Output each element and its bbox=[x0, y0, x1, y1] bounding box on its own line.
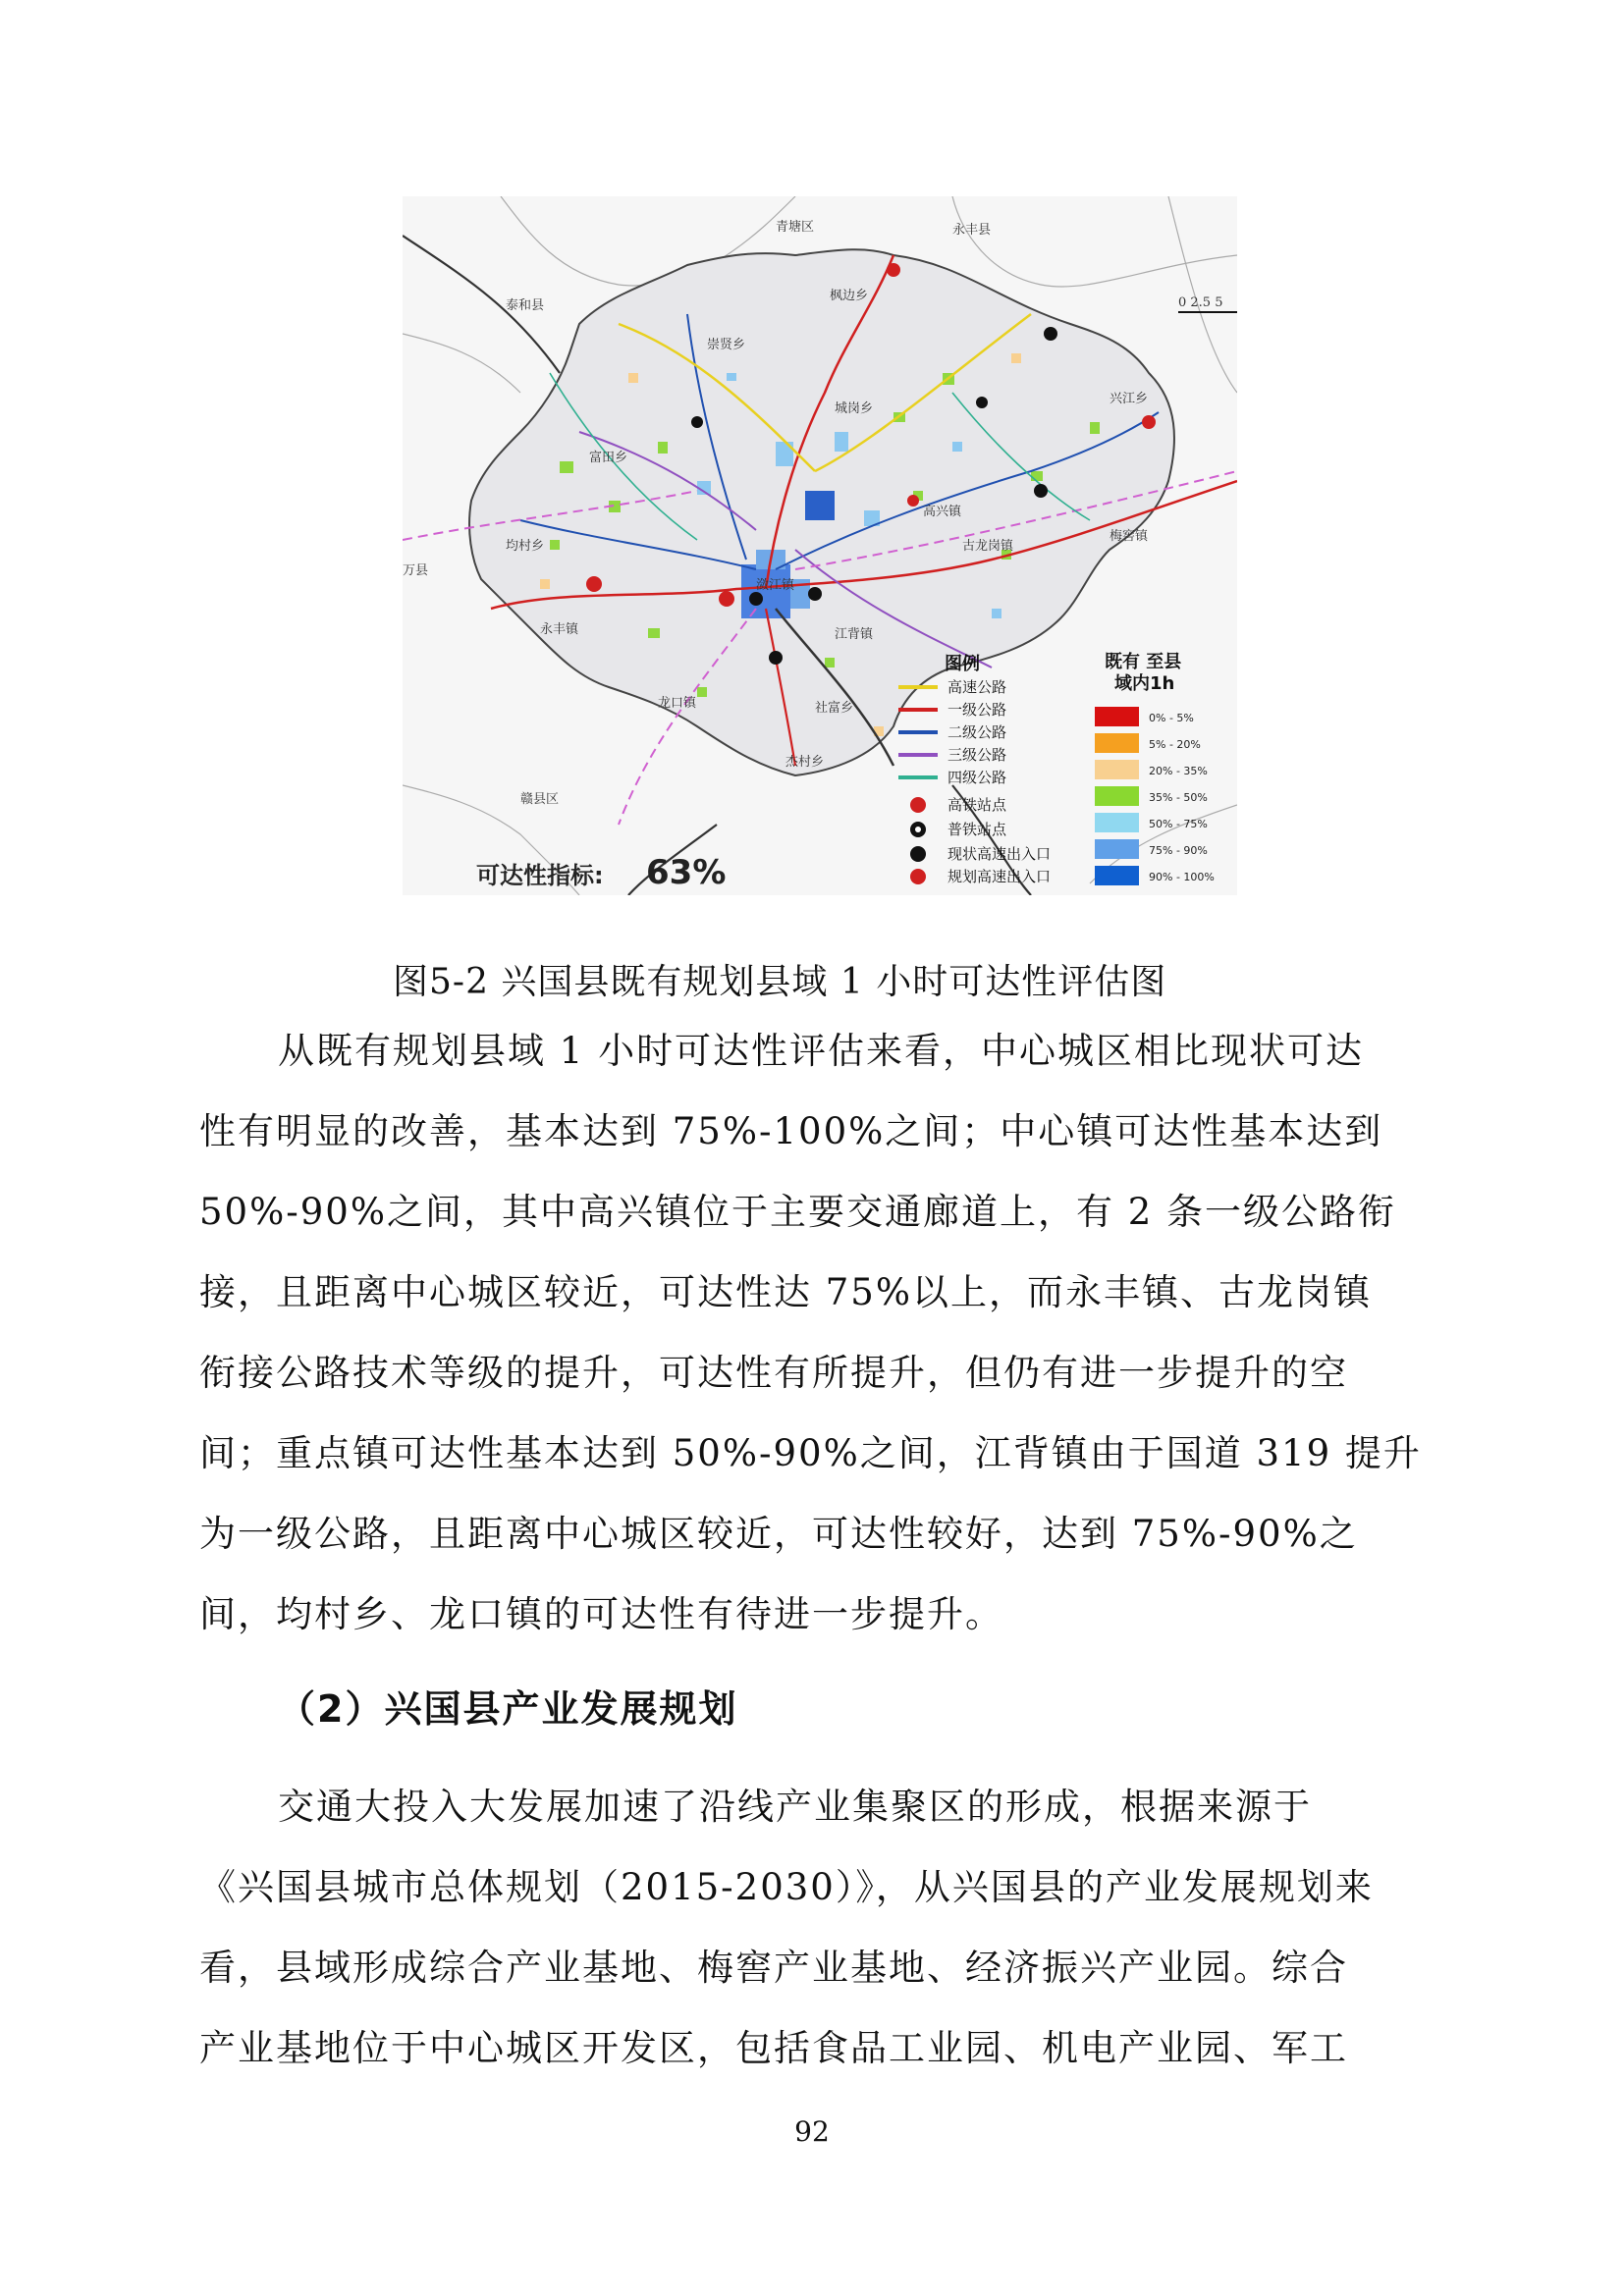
legend-station-label: 高铁站点 bbox=[947, 796, 1007, 814]
svg-text:0 2.5 5: 0 2.5 5 bbox=[1178, 295, 1223, 310]
township-label: 枫边乡 bbox=[830, 289, 869, 303]
paragraph-line: 50%-90%之间，其中高兴镇位于主要交通廊道上，有 2 条一级公路衔 bbox=[199, 1191, 1397, 1233]
neighbor-label-west: 泰和县 bbox=[506, 298, 545, 313]
township-label: 富田乡 bbox=[589, 451, 628, 465]
township-label: 古龙岗镇 bbox=[962, 539, 1014, 554]
ramp-swatch-6 bbox=[1095, 839, 1139, 859]
ramp-swatch-3 bbox=[1095, 760, 1139, 779]
neighbor-label-southwest: 赣县区 bbox=[520, 792, 560, 807]
paragraph-line: 为一级公路，且距离中心城区较近，可达性较好，达到 75%-90%之 bbox=[199, 1513, 1358, 1555]
township-label: 高兴镇 bbox=[923, 505, 962, 519]
legend-road-label: 四级公路 bbox=[947, 769, 1007, 786]
page-number: 92 bbox=[794, 2115, 830, 2148]
ramp-swatch-5 bbox=[1095, 813, 1139, 832]
neighbor-label-northeast: 永丰县 bbox=[952, 223, 992, 238]
township-label: 杰村乡 bbox=[785, 755, 825, 770]
accessibility-map-figure bbox=[403, 196, 1237, 895]
paragraph-line: 产业基地位于中心城区开发区，包括食品工业园、机电产业园、军工 bbox=[199, 2027, 1348, 2069]
township-label: 均村乡 bbox=[506, 539, 545, 554]
paragraph-line: 交通大投入大发展加速了沿线产业集聚区的形成，根据来源于 bbox=[278, 1786, 1312, 1828]
ramp-label: 50% - 75% bbox=[1149, 818, 1208, 830]
paragraph-line: 接，且距离中心城区较近，可达性达 75%以上，而永丰镇、古龙岗镇 bbox=[199, 1271, 1372, 1313]
paragraph-line: 从既有规划县域 1 小时可达性评估来看，中心城区相比现状可达 bbox=[278, 1030, 1365, 1072]
legend-road-label: 三级公路 bbox=[947, 746, 1007, 764]
township-label: 兴江乡 bbox=[1110, 392, 1149, 406]
ramp-swatch-2 bbox=[1095, 733, 1139, 753]
accessibility-label: 可达性指标: bbox=[476, 862, 604, 889]
ramp-label: 20% - 35% bbox=[1149, 765, 1208, 777]
legend-road-label: 一级公路 bbox=[947, 701, 1007, 719]
ramp-title-line2: 域内1h bbox=[1114, 673, 1175, 694]
existing-exit-icon bbox=[910, 846, 926, 862]
figure-caption: 图5-2 兴国县既有规划县域 1 小时可达性评估图 bbox=[393, 962, 1167, 1002]
paragraph-industry bbox=[199, 1767, 1436, 2089]
ramp-swatch-1 bbox=[1095, 707, 1139, 726]
ramp-label: 90% - 100% bbox=[1149, 871, 1215, 883]
accessibility-map bbox=[403, 196, 1237, 895]
planned-exit-icon bbox=[910, 869, 926, 884]
neighbor-label-north: 青塘区 bbox=[776, 220, 815, 235]
ramp-label: 35% - 50% bbox=[1149, 791, 1208, 804]
paragraph-line: 看，县域形成综合产业基地、梅窖产业基地、经济振兴产业园。综合 bbox=[199, 1947, 1348, 1989]
legend-station-label: 现状高速出入口 bbox=[947, 845, 1052, 863]
accessibility-value: 63% bbox=[646, 853, 727, 892]
township-label: 龙口镇 bbox=[658, 696, 697, 711]
paragraph-accessibility bbox=[199, 1011, 1436, 1655]
legend-title: 图例 bbox=[945, 654, 980, 674]
high-speed-station-icon bbox=[910, 797, 926, 813]
ramp-swatch-7 bbox=[1095, 866, 1139, 885]
township-label: 潋江镇 bbox=[756, 578, 795, 593]
neighbor-label-west-2: 万县 bbox=[403, 563, 429, 578]
township-label: 城岗乡 bbox=[835, 401, 874, 416]
ramp-title-line1: 既有 至县 bbox=[1105, 652, 1182, 672]
ramp-label: 75% - 90% bbox=[1149, 844, 1208, 857]
paragraph-line: 间，均村乡、龙口镇的可达性有待进一步提升。 bbox=[199, 1593, 1003, 1635]
paragraph-line: 间；重点镇可达性基本达到 50%-90%之间，江背镇由于国道 319 提升 bbox=[199, 1432, 1422, 1474]
township-label: 江背镇 bbox=[835, 627, 874, 642]
township-label: 永丰镇 bbox=[540, 622, 579, 637]
legend-station-label: 规划高速出入口 bbox=[947, 868, 1052, 885]
legend-road-label: 高速公路 bbox=[947, 678, 1007, 696]
legend-station-label: 普铁站点 bbox=[947, 821, 1007, 838]
legend-road-label: 二级公路 bbox=[947, 723, 1007, 741]
township-label: 梅窖镇 bbox=[1110, 529, 1149, 544]
paragraph-line: 性有明显的改善，基本达到 75%-100%之间；中心镇可达性基本达到 bbox=[199, 1110, 1383, 1152]
ramp-label: 0% - 5% bbox=[1149, 712, 1194, 724]
paragraph-line: 《兴国县城市总体规划（2015-2030）》，从兴国县的产业发展规划来 bbox=[199, 1866, 1374, 1908]
ramp-swatch-4 bbox=[1095, 786, 1139, 806]
section-heading: （2）兴国县产业发展规划 bbox=[278, 1687, 738, 1731]
township-label: 社富乡 bbox=[815, 701, 854, 716]
ramp-label: 5% - 20% bbox=[1149, 738, 1201, 751]
township-label: 崇贤乡 bbox=[707, 338, 746, 352]
paragraph-line: 衔接公路技术等级的提升，可达性有所提升，但仍有进一步提升的空 bbox=[199, 1352, 1348, 1394]
